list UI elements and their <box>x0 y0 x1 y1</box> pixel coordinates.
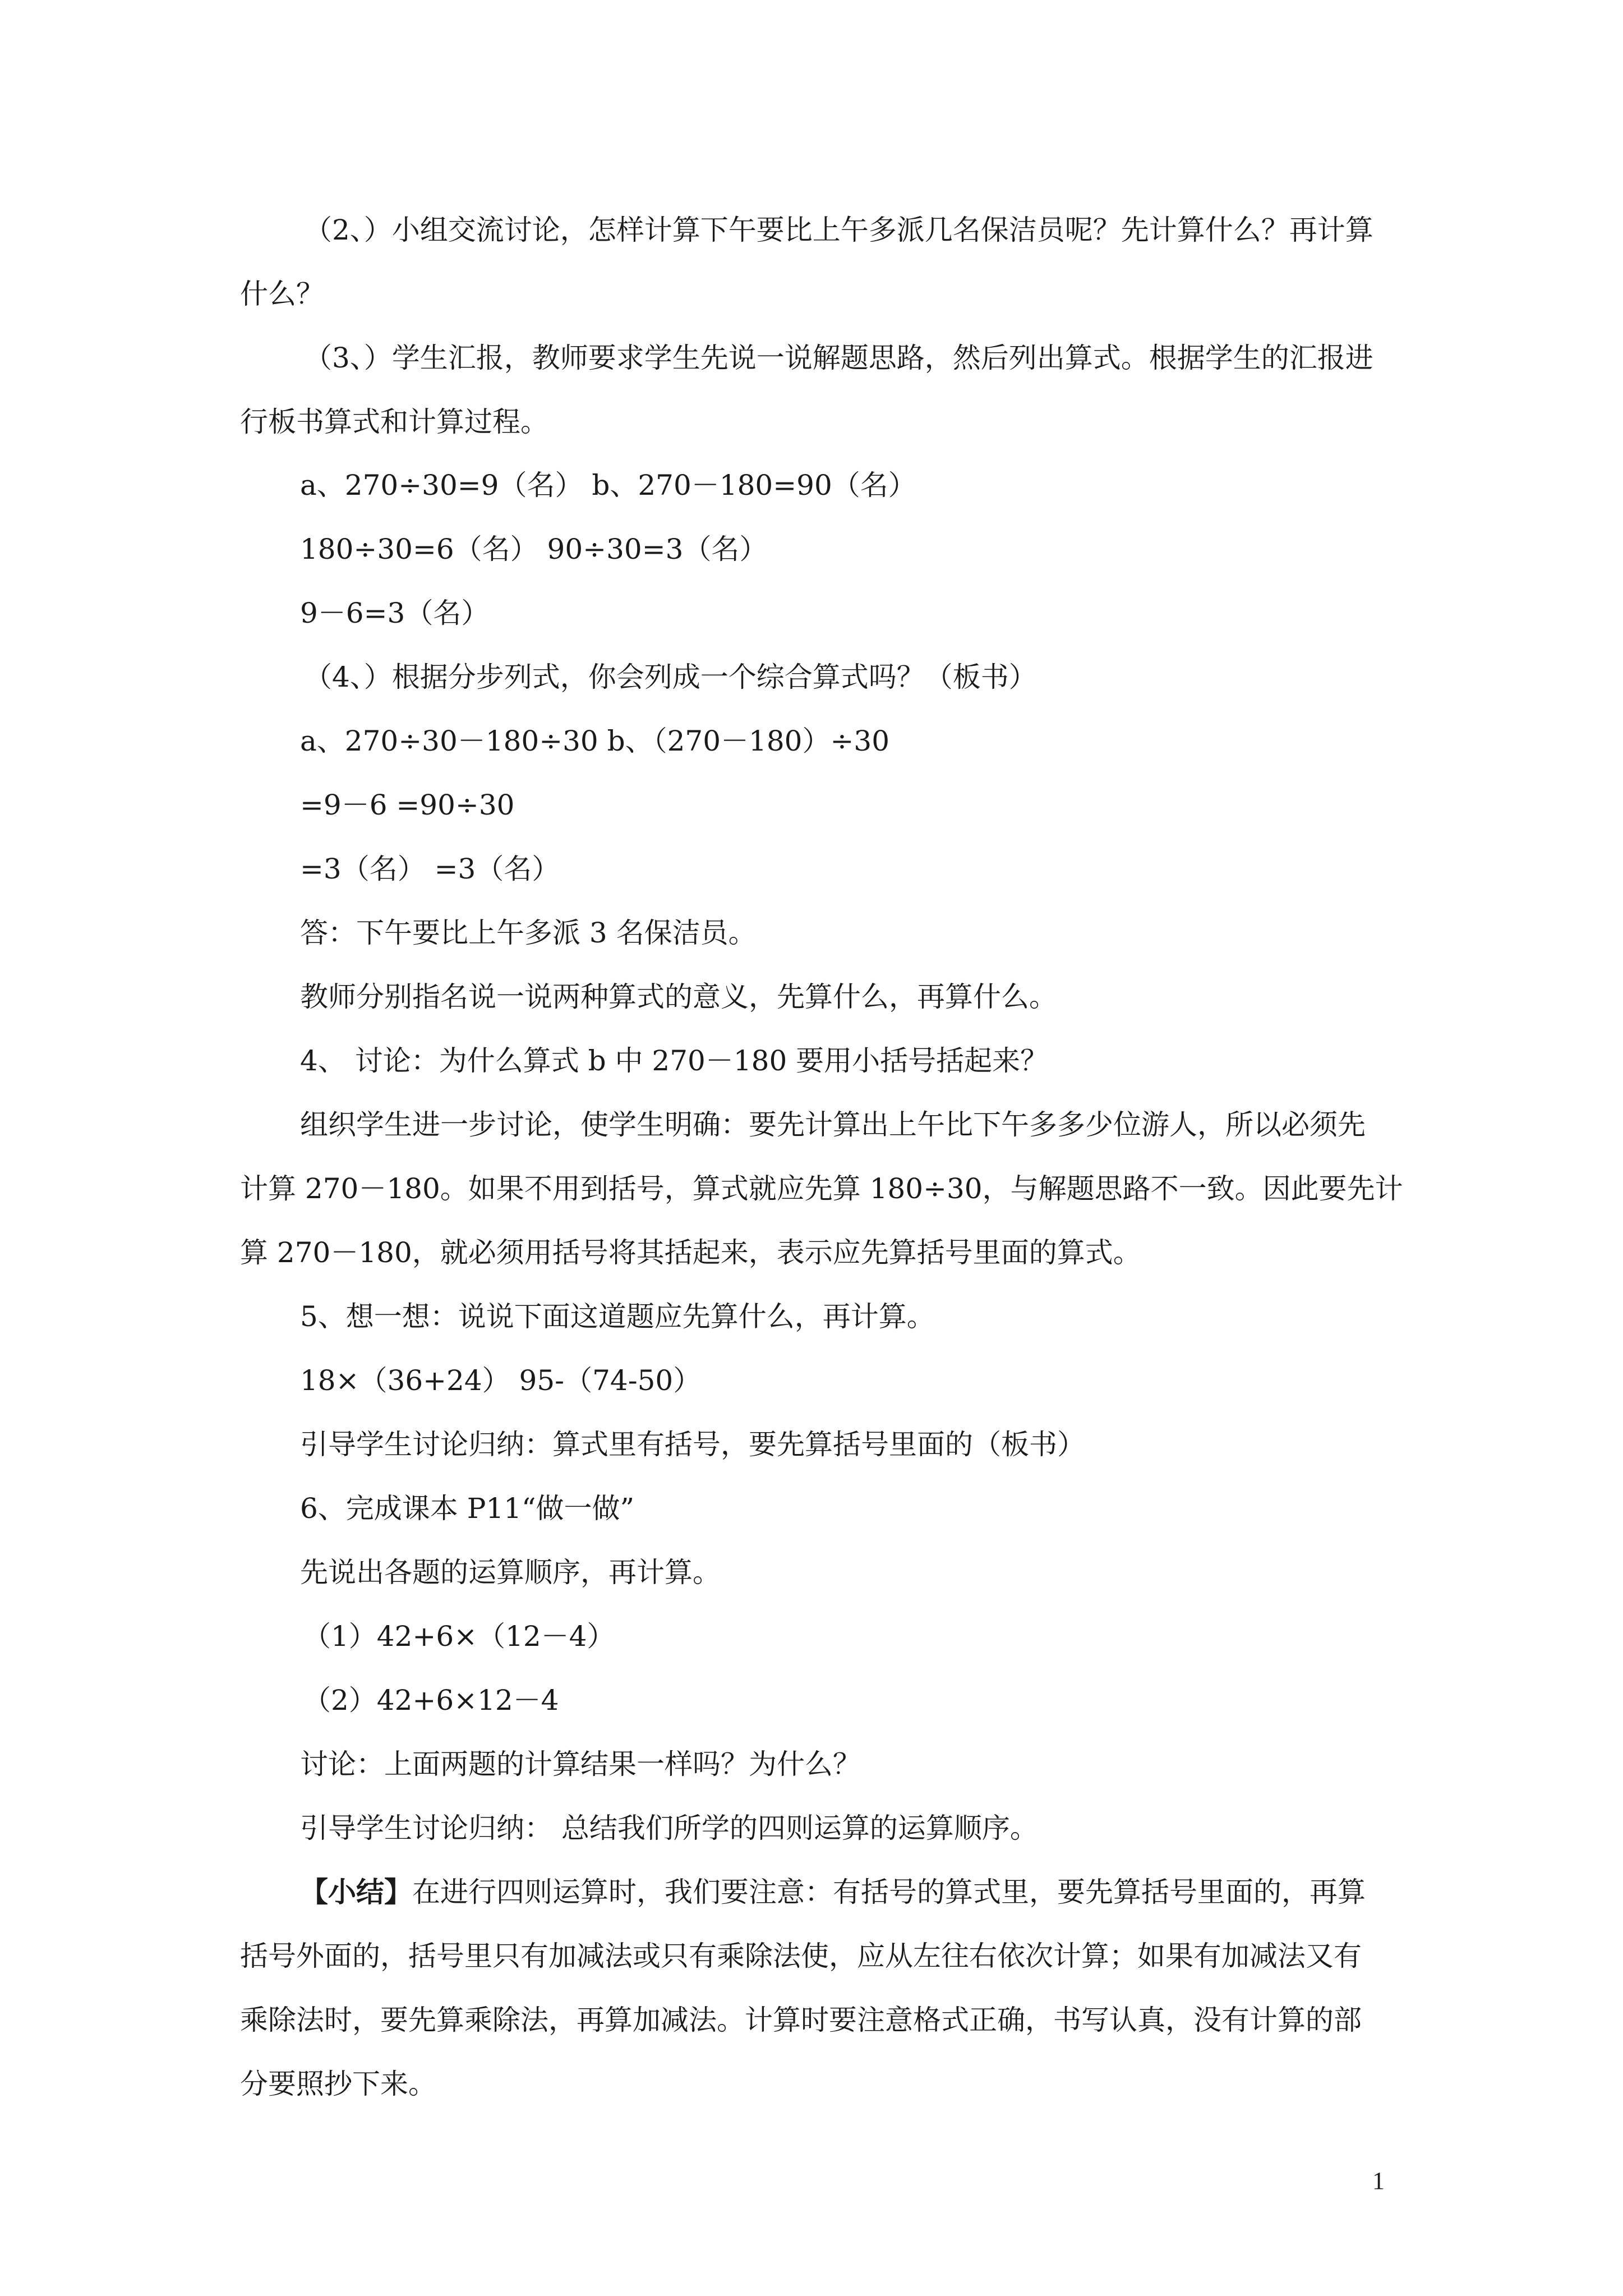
paragraph-line: 引导学生讨论归纳： 总结我们所学的四则运算的运算顺序。 <box>300 1812 1038 1844</box>
summary-text: 在进行四则运算时，我们要注意：有括号的算式里，要先算括号里面的，再算 <box>412 1876 1366 1908</box>
summary-line: 分要照抄下来。 <box>240 2068 436 2100</box>
summary-line: 括号外面的，括号里只有加减法或只有乘除法使，应从左往右依次计算；如果有加减法又有 <box>240 1940 1362 1972</box>
summary-line: 乘除法时，要先算乘除法，再算加减法。计算时要注意格式正确，书写认真，没有计算的部 <box>240 2004 1362 2036</box>
paragraph-line: （2、）小组交流讨论，怎样计算下午要比上午多派几名保洁员呢？先计算什么？再计算 <box>304 214 1373 246</box>
equation-line: （1）42+6×（12－4） <box>303 1620 615 1653</box>
equation-line: 9－6=3（名） <box>300 597 490 629</box>
paragraph-line: 先说出各题的运算顺序，再计算。 <box>300 1556 721 1589</box>
paragraph-line: 组织学生进一步讨论，使学生明确：要先计算出上午比下午多多少位游人，所以必须先 <box>300 1108 1366 1141</box>
paragraph-line: 4、 讨论：为什么算式 b 中 270－180 要用小括号括起来？ <box>300 1045 1049 1077</box>
paragraph-line: 算 270－180，就必须用括号将其括起来，表示应先算括号里面的算式。 <box>240 1236 1141 1269</box>
paragraph-line: 什么？ <box>240 278 324 310</box>
equation-line: 180÷30=6（名） 90÷30=3（名） <box>300 533 768 565</box>
paragraph-line: 计算 270－180。如果不用到括号，算式就应先算 180÷30，与解题思路不一致。因此要先计 <box>240 1172 1403 1205</box>
paragraph-line: 行板书算式和计算过程。 <box>240 406 548 438</box>
paragraph-line: 6、完成课本 P11“做一做” <box>300 1492 635 1525</box>
summary-first-line <box>300 1874 1366 1910</box>
paragraph-line: （4、）根据分步列式，你会列成一个综合算式吗？（板书） <box>304 661 1037 693</box>
page-number: 1 <box>1372 2167 1385 2194</box>
equation-line: 18×（36+24） 95-（74-50） <box>300 1364 702 1397</box>
equation-line: =9－6 =90÷30 <box>300 789 515 821</box>
equation-line: （2）42+6×12－4 <box>303 1684 559 1717</box>
paragraph-line: （3、）学生汇报，教师要求学生先说一说解题思路，然后列出算式。根据学生的汇报进 <box>304 342 1373 374</box>
equation-line: =3（名） =3（名） <box>300 853 560 885</box>
answer-line: 答：下午要比上午多派 3 名保洁员。 <box>300 917 757 949</box>
equation-line: a、270÷30=9（名） b、270－180=90（名） <box>300 469 916 501</box>
equation-line: a、270÷30－180÷30 b、（270－180）÷30 <box>300 725 890 757</box>
paragraph-line: 讨论：上面两题的计算结果一样吗？为什么？ <box>300 1748 861 1780</box>
paragraph-line: 5、想一想：说说下面这道题应先算什么，再计算。 <box>300 1300 935 1333</box>
summary-label: 【小结】 <box>300 1875 412 1908</box>
paragraph-line: 引导学生讨论归纳：算式里有括号，要先算括号里面的（板书） <box>300 1428 1085 1461</box>
paragraph-line: 教师分别指名说一说两种算式的意义，先算什么，再算什么。 <box>300 981 1057 1013</box>
